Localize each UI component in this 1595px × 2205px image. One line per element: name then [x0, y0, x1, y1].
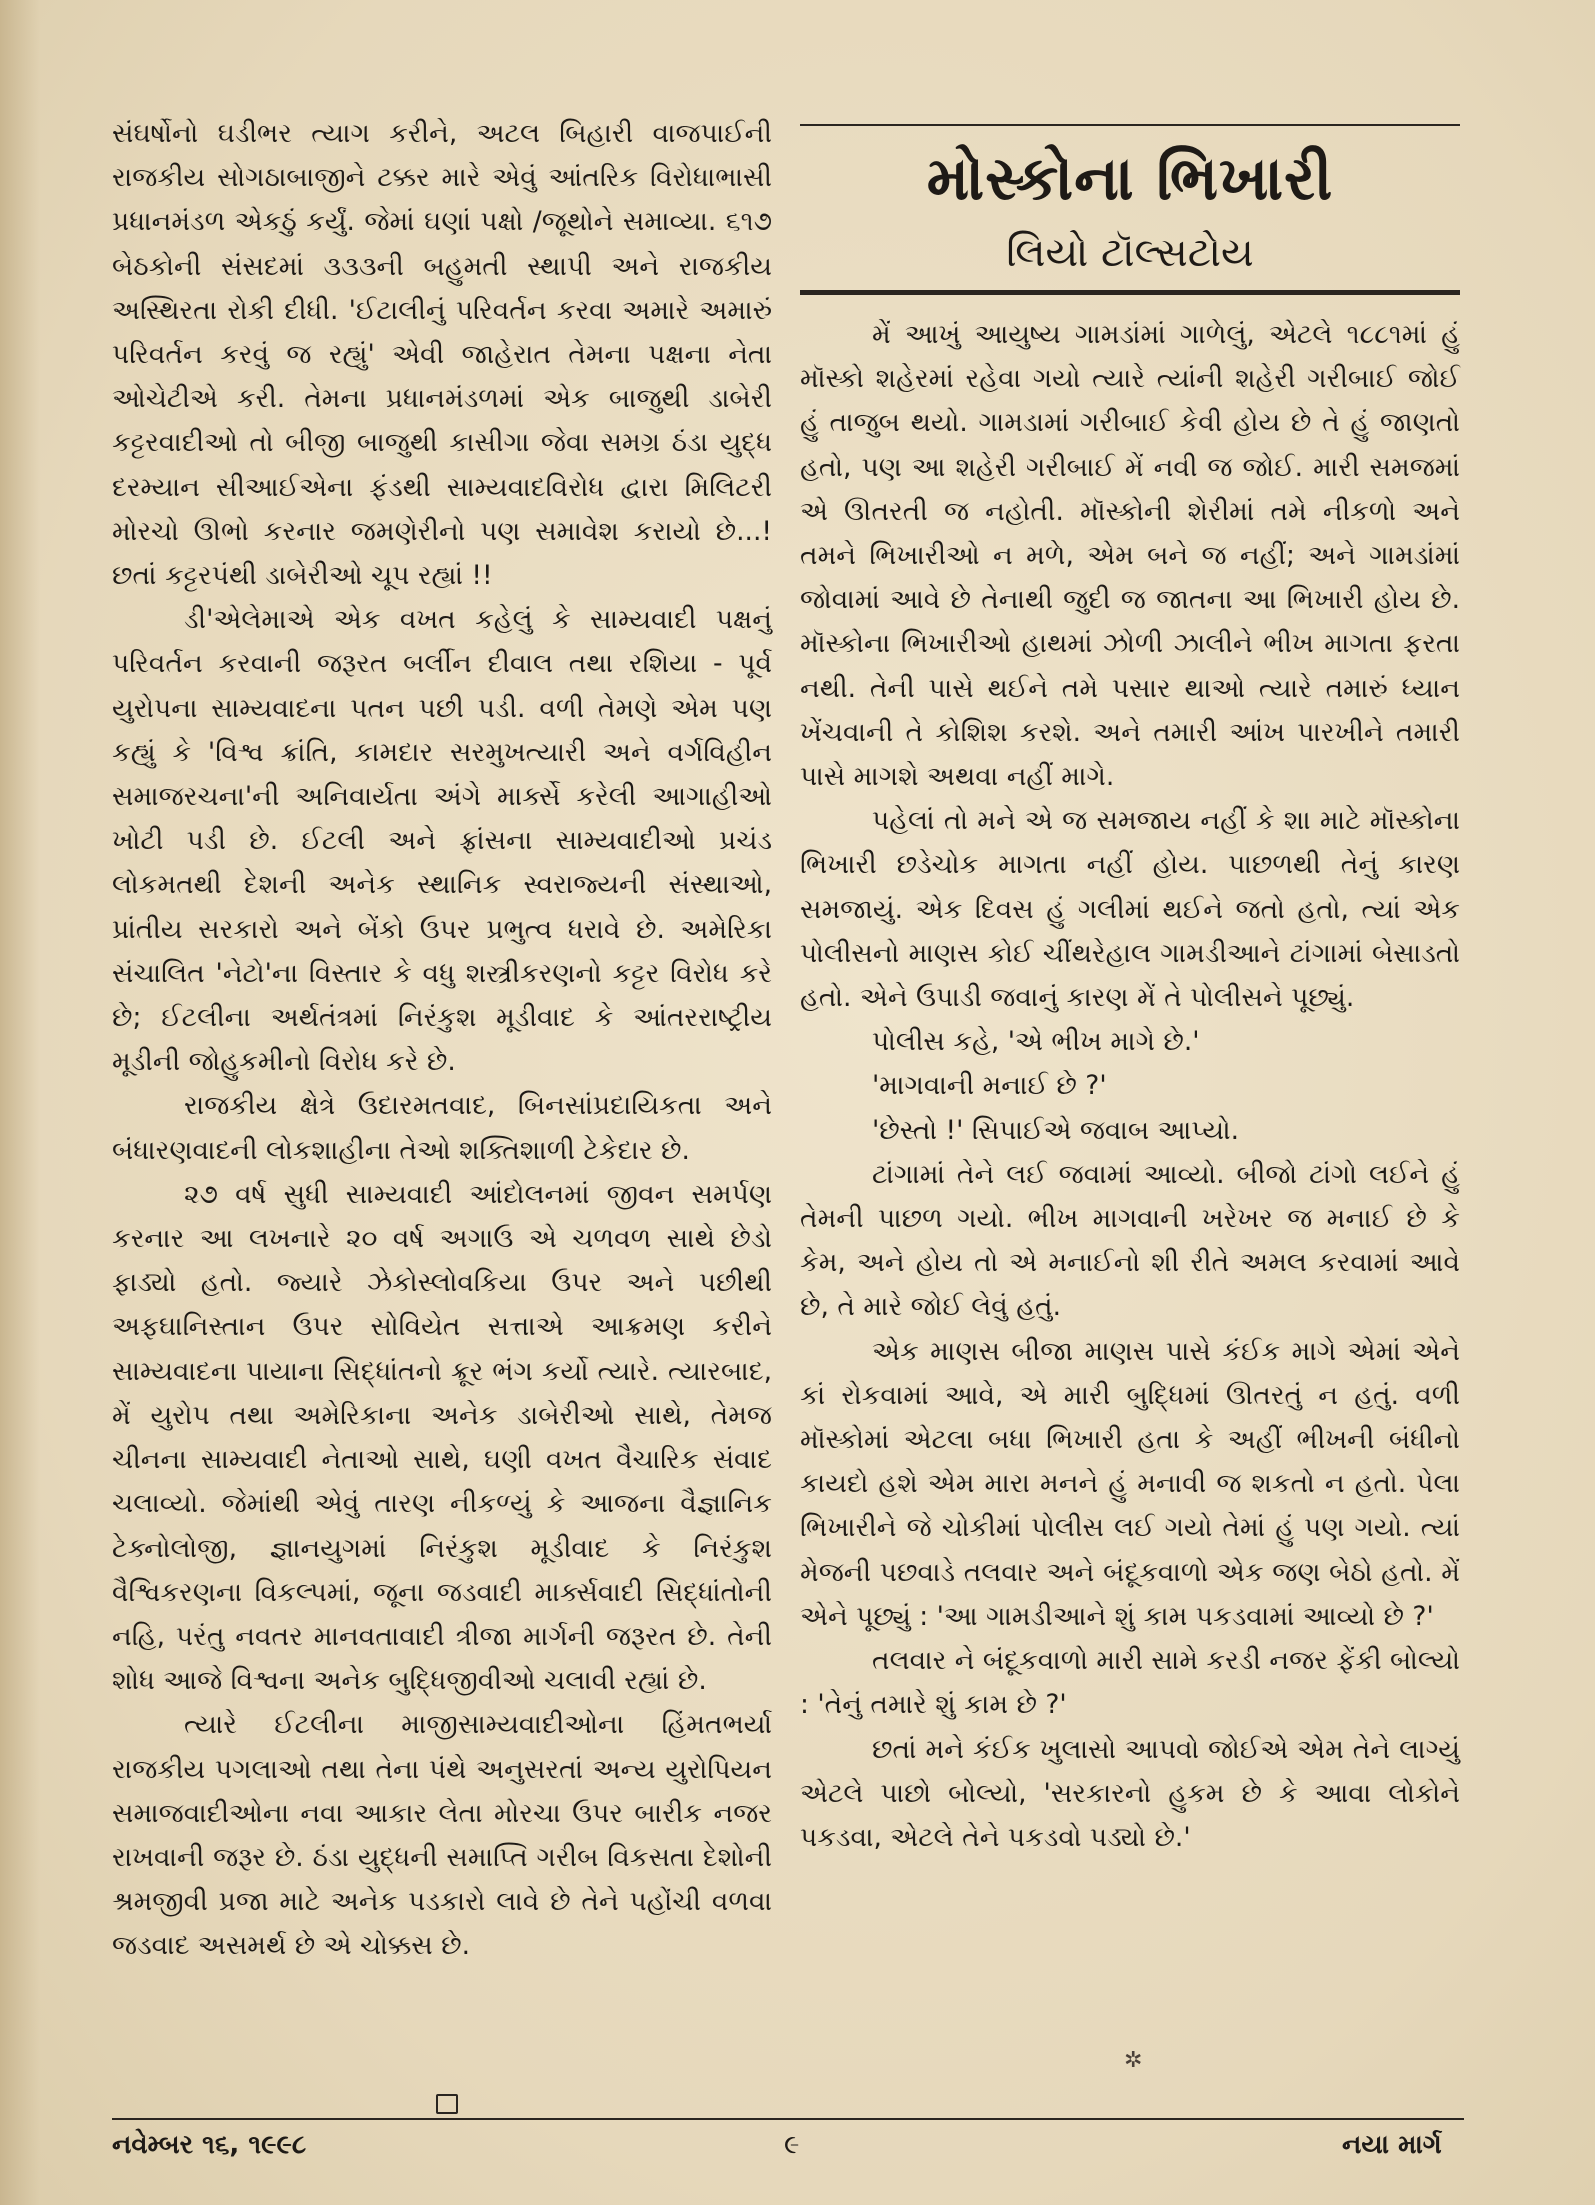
paragraph: છતાં મને કંઈક ખુલાસો આપવો જોઈએ એમ તેને લાગ્યું એટલે પાછો બોલ્યો, 'સરકારનો હુકમ છે કે આવા લોકોને પકડવા, એટલે તેને પકડવો પડ્યો છે.': [800, 1733, 1460, 1853]
paragraph: રાજકીય ક્ષેત્રે ઉદારમતવાદ, બિનસાંપ્રદાયિકતા અને બંધારણવાદની લોકશાહીના તેઓ શક્તિશાળી ટેકેદાર છે.: [112, 1090, 772, 1166]
paragraph: પહેલાં તો મને એ જ સમજાય નહીં કે શા માટે મૉસ્કોના ભિખારી છડેચોક માગતા નહીં હોય. પાછળથી તેનું કારણ સમજાયું. એક દિવસ હું ગલીમાં થઈને જતો હતો, ત્યાં એક પોલીસનો માણસ કોઈ ચીંથરેહાલ ગામડીઆને ટાંગામાં બેસાડતો હતો. એને ઉપાડી જવાનું કારણ મેં તે પોલીસને પૂછ્યું.: [800, 805, 1460, 1014]
paragraph: ટાંગામાં તેને લઈ જવામાં આવ્યો. બીજો ટાંગો લઈને હું તેમની પાછળ ગયો. ભીખ માગવાની ખરેખર જ મનાઈ છે કે કેમ, અને હોય તો એ મનાઈનો શી રીતે અમલ કરવામાં આવે છે, તે મારે જોઈ લેવું હતું.: [800, 1158, 1460, 1323]
paragraph: તલવાર ને બંદૂકવાળો મારી સામે કરડી નજર ફેંકી બોલ્યો : 'તેનું તમારે શું કામ છે ?': [800, 1645, 1460, 1721]
ornament-icon: ✲: [1124, 2048, 1143, 2073]
article-title: મોસ્કોના ભિખારી: [926, 144, 1334, 214]
page-number: ૯: [784, 2130, 800, 2160]
footer-date: નવેમ્બર ૧૬, ૧૯૯૮: [112, 2130, 307, 2160]
paragraph: ત્યારે ઈટલીના માજીસામ્યવાદીઓના હિંમતભર્યા રાજકીય પગલાઓ તથા તેના પંથે અનુસરતાં અન્ય યુરોપિયન સમાજવાદીઓના નવા આકાર લેતા મોરચા ઉપર બારીક નજર રાખવાની જરૂર છે. ઠંડા યુદ્ધની સમાપ્તિ ગરીબ વિકસતા દેશોની શ્રમજીવી પ્રજા માટે અનેક પડકારો લાવે છે તેને પહોંચી વળવા જડવાદ અસમર્થ છે એ ચોક્કસ છે.: [112, 1709, 772, 1962]
paragraph: ડી'એલેમાએ એક વખત કહેલું કે સામ્યવાદી પક્ષનું પરિવર્તન કરવાની જરૂરત બર્લીન દીવાલ તથા રશિયા - પૂર્વ યુરોપના સામ્યવાદના પતન પછી પડી. વળી તેમણે એમ પણ કહ્યું કે 'વિશ્વ ક્રાંતિ, કામદાર સરમુખત્યારી અને વર્ગવિહીન સમાજરચના'ની અનિવાર્યતા અંગે માર્ક્સે કરેલી આગાહીઓ ખોટી પડી છે. ઈટલી અને ફ્રાંસના સામ્યવાદીઓ પ્રચંડ લોકમતથી દેશની અનેક સ્થાનિક સ્વરાજ્યની સંસ્થાઓ, પ્રાંતીય સરકારો અને બેંકો ઉપર પ્રભુત્વ ધરાવે છે. અમેરિકા સંચાલિત 'નેટો'ના વિસ્તાર કે વધુ શસ્ત્રીકરણનો કટ્ટર વિરોધ કરે છે; ઈટલીના અર્થતંત્રમાં નિરંકુશ મૂડીવાદ કે આંતરરાષ્ટ્રીય મૂડીની જોહુકમીનો વિરોધ કરે છે.: [112, 604, 772, 1078]
paragraph: સંઘર્ષોનો ઘડીભર ત્યાગ કરીને, અટલ બિહારી વાજપાઈની રાજકીય સોગઠાબાજીને ટક્કર મારે એવું આંતરિક વિરોધાભાસી પ્રધાનમંડળ એકઠું કર્યું. જેમાં ઘણાં પક્ષો /જૂથોને સમાવ્યા. ૬૧૭ બેઠકોની સંસદમાં ૩૩૩ની બહુમતી સ્થાપી અને રાજકીય અસ્થિરતા રોકી દીધી. 'ઈટાલીનું પરિવર્તન કરવા અમારે અમારું પરિવર્તન કરવું જ રહ્યું' એવી જાહેરાત તેમના પક્ષના નેતા ઓચેટીએ કરી. તેમના પ્રધાનમંડળમાં એક બાજુથી ડાબેરી કટ્ટરવાદીઓ તો બીજી બાજુથી કાસીગા જેવા સમગ્ર ઠંડા યુદ્ધ દરમ્યાન સીઆઈએના ફંડથી સામ્યવાદવિરોધ દ્વારા મિલિટરી મોરચો ઊભો કરનાર જમણેરીનો પણ સમાવેશ કરાયો છે...! છતાં કટ્ટરપંથી ડાબેરીઓ ચૂપ રહ્યાં !!: [112, 118, 772, 592]
article-body: [800, 313, 1460, 1860]
footer-rule: [112, 2118, 1464, 2120]
paragraph: મેં આખું આયુષ્ય ગામડાંમાં ગાળેલું, એટલે ૧૮૮૧માં હું મૉસ્કો શહેરમાં રહેવા ગયો ત્યારે ત્યાંની શહેરી ગરીબાઈ જોઈ હું તાજુબ થયો. ગામડામાં ગરીબાઈ કેવી હોય છે તે હું જાણતો હતો, પણ આ શહેરી ગરીબાઈ મેં નવી જ જોઈ. મારી સમજમાં એ ઊતરતી જ નહોતી. મૉસ્કોની શેરીમાં તમે નીકળો અને તમને ભિખારીઓ ન મળે, એમ બને જ નહીં; અને ગામડાંમાં જોવામાં આવે છે તેનાથી જુદી જ જાતના આ ભિખારી હોય છે. મૉસ્કોના ભિખારીઓ હાથમાં ઝોળી ઝાલીને ભીખ માગતા ફરતા નથી. તેની પાસે થઈને તમે પસાર થાઓ ત્યારે તમારું ધ્યાન ખેંચવાની તે કોશિશ કરશે. અને તમારી આંખ પારખીને તમારી પાસે માગશે અથવા નહીં માગે.: [800, 319, 1460, 793]
right-column: [800, 124, 1460, 1860]
dialogue-line: 'માગવાની મનાઈ છે ?': [872, 1070, 1107, 1102]
article-author: લિયો ટૉલ્સટોય: [1006, 230, 1254, 276]
dialogue-line: 'છેસ્તો !' સિપાઈએ જવાબ આપ્યો.: [872, 1114, 1240, 1146]
author-bottom-rule: [800, 290, 1460, 295]
magazine-name: નયા માર્ગ: [1342, 2130, 1442, 2160]
title-top-rule: [800, 124, 1460, 126]
torn-edge: [0, 0, 40, 2205]
paragraph: એક માણસ બીજા માણસ પાસે કંઈક માગે એમાં એને કાં રોકવામાં આવે, એ મારી બુદ્ધિમાં ઊતરતું ન હતું. વળી મૉસ્કોમાં એટલા બધા ભિખારી હતા કે અહીં ભીખની બંધીનો કાયદો હશે એમ મારા મનને હું મનાવી જ શકતો ન હતો. પેલા ભિખારીને જે ચોકીમાં પોલીસ લઈ ગયો તેમાં હું પણ ગયો. ત્યાં મેજની પછવાડે તલવાર અને બંદૂકવાળો એક જણ બેઠો હતો. મેં એને પૂછ્યું : 'આ ગામડીઆને શું કામ પકડવામાં આવ્યો છે ?': [800, 1335, 1460, 1632]
left-column: [112, 112, 772, 1969]
end-of-article-mark: [436, 2094, 458, 2114]
dialogue-line: પોલીસ કહે, 'એ ભીખ માગે છે.': [872, 1026, 1200, 1058]
paragraph: ૨૭ વર્ષ સુધી સામ્યવાદી આંદોલનમાં જીવન સમર્પણ કરનાર આ લખનારે ૨૦ વર્ષ અગાઉ એ ચળવળ સાથે છેડો ફાડ્યો હતો. જ્યારે ઝેકોસ્લોવકિયા ઉપર અને પછીથી અફઘાનિસ્તાન ઉપર સોવિયેત સત્તાએ આક્રમણ કરીને સામ્યવાદના પાયાના સિદ્ધાંતનો ક્રૂર ભંગ કર્યો ત્યારે. ત્યારબાદ, મેં યુરોપ તથા અમેરિકાના અનેક ડાબેરીઓ સાથે, તેમજ ચીનના સામ્યવાદી નેતાઓ સાથે, ઘણી વખત વૈચારિક સંવાદ ચલાવ્યો. જેમાંથી એવું તારણ નીકળ્યું કે આજના વૈજ્ઞાનિક ટેક્નોલોજી, જ્ઞાનયુગમાં નિરંકુશ મૂડીવાદ કે નિરંકુશ વૈશ્વિકરણના વિકલ્પમાં, જૂના જડવાદી માર્ક્સવાદી સિદ્ધાંતોની નહિ, પરંતુ નવતર માનવતાવાદી ત્રીજા માર્ગની જરૂરત છે. તેની શોધ આજે વિશ્વના અનેક બુદ્ધિજીવીઓ ચલાવી રહ્યાં છે.: [112, 1178, 772, 1697]
